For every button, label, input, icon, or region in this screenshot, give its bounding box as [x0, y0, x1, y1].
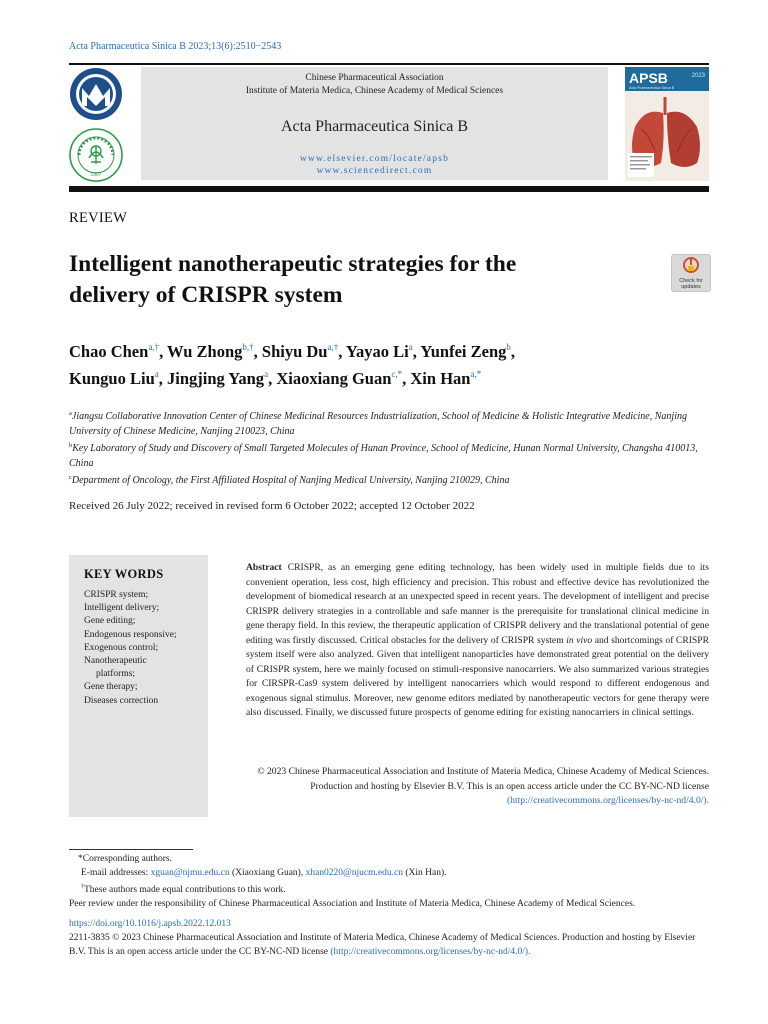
author — [167, 342, 262, 361]
imm-seal-icon — [69, 124, 127, 186]
article-type: REVIEW — [69, 210, 128, 226]
affiliation-text: Department of Oncology, the First Affiliated Hospital of Nanjing Medical University, Nanjing 210029, China — [71, 475, 510, 486]
author-name: Yayao Li — [345, 342, 409, 361]
abstract — [246, 561, 709, 721]
cover-year: 2023 — [691, 73, 705, 79]
author-name: Shiyu Du — [261, 342, 328, 361]
author-affiliation-marker[interactable]: a,† — [327, 342, 339, 352]
equal-contribution-note — [69, 880, 709, 897]
author-separator: , — [158, 369, 168, 388]
peer-review-note: Peer review under the responsibility of Chinese Pharmaceutical Association and Institute of Materia Medica, Chinese Academy of Medical Sciences. — [69, 899, 636, 909]
issn-license-link[interactable]: (http://creativecommons.org/licenses/by-nc-nd/4.0/). — [330, 946, 531, 957]
author-line-2 — [69, 363, 709, 390]
abstract-italic: in vivo — [566, 634, 593, 646]
cover-title: APSB — [629, 70, 668, 86]
keyword-item[interactable]: Exogenous control; — [84, 642, 159, 653]
author-name: Xiaoxiang Guan — [276, 369, 392, 388]
abstract-text-1: CRISPR, as an emerging gene editing technology, has been widely used in multiple fields due to its convenient operation, less cost, high efficiency and precision. This robust and effective device has revolutionized the development of biomedical research at an unexpected speed in recent years. The development of intelligent and precise CRISPR delivery strategies in a controllable and safe manner is the prerequisite for translational clinical medicine in gene therapy field. In this review, the therapeutic application of CRISPR delivery and the translational potential of gene editing was firstly discussed. Critical obstacles for the delivery of CRISPR system — [246, 562, 709, 646]
abstract-text-2: and shortcomings of CRISPR system itself were also analyzed. Given that intelligent nanoparticles have demonstrated great potential on the delivery of CRISPR system, here we mainly focused on stimuli-responsive nanocarriers. We also summarized various strategies for CIRSPR-Cas9 system delivered by intelligent nanocarriers which would respond to different endogenous and exogenous signal stimulus. Moreover, new genome editors mediated by nanotherapeutic vectors for gene therapy were also discussed. Finally, we discussed future prospects of genome editing for existing nanocarriers in clinical settings. — [246, 634, 709, 718]
email-link-guan[interactable]: xguan@njmu.edu.cn — [150, 868, 230, 878]
author-affiliation-marker[interactable]: a,† — [148, 342, 160, 352]
author-name: Wu Zhong — [167, 342, 243, 361]
author-affiliation-marker[interactable]: b,† — [242, 342, 254, 352]
keyword-item-continued[interactable]: platforms; — [96, 669, 136, 680]
keyword-item[interactable]: Endogenous responsive; — [84, 629, 177, 640]
elsevier-link[interactable]: www.elsevier.com/locate/apsb — [299, 154, 450, 164]
email-owner-han: (Xin Han). — [402, 868, 447, 878]
author-separator: , — [253, 342, 262, 361]
author-separator: , — [268, 369, 277, 388]
cover-subtitle: Acta Pharmaceutica Sinica B — [629, 86, 675, 90]
author-separator: , — [510, 342, 515, 361]
author-affiliation-marker[interactable]: a,* — [470, 369, 482, 379]
keyword-item[interactable]: Intelligent delivery; — [84, 603, 160, 614]
keywords-box — [69, 555, 208, 817]
author — [69, 369, 167, 388]
equal-contribution-marker: † — [81, 884, 84, 890]
author-name: Jingjing Yang — [167, 369, 265, 388]
check-updates-label-1: Check for — [679, 278, 703, 284]
author-name: Chao Chen — [69, 342, 149, 361]
article-title-line-2: delivery of CRISPR system — [69, 282, 343, 308]
sciencedirect-link[interactable]: www.sciencedirect.com — [316, 166, 433, 176]
footnotes — [69, 852, 709, 911]
affiliation-label: c — [69, 474, 72, 481]
author-affiliation-marker[interactable]: a — [154, 369, 159, 379]
author-affiliation-marker[interactable]: a — [264, 369, 269, 379]
email-prefix: E-mail addresses: — [81, 868, 151, 878]
author — [167, 369, 276, 388]
keyword-item[interactable]: Gene editing; — [84, 616, 136, 627]
article-dates: Received 26 July 2022; received in revised form 6 October 2022; accepted 12 October 2022 — [69, 500, 475, 512]
article-title — [69, 249, 629, 311]
author — [346, 342, 420, 361]
email-owner-guan: (Xiaoxiang Guan), — [229, 868, 306, 878]
keyword-item[interactable]: Nanotherapeutic — [84, 656, 147, 667]
author-separator: , — [412, 342, 421, 361]
journal-name: Acta Pharmaceutica Sinica B — [280, 118, 469, 135]
author-separator: , — [402, 369, 411, 388]
article-title-line-1: Intelligent nanotherapeutic strategies for the — [69, 251, 517, 277]
email-note — [69, 866, 709, 880]
author-list — [69, 336, 709, 390]
abstract-copyright — [246, 765, 709, 809]
keywords-heading: KEY WORDS — [84, 567, 164, 581]
author — [262, 342, 346, 361]
author — [410, 369, 481, 388]
author-name: Yunfei Zeng — [420, 342, 507, 361]
affiliation-c — [69, 471, 709, 489]
abstract-label: Abstract — [246, 562, 282, 573]
author-separator: , — [338, 342, 346, 361]
publisher-line-2: Institute of Materia Medica, Chinese Academy of Medical Sciences — [245, 86, 504, 96]
check-for-updates-button[interactable] — [671, 254, 711, 292]
affiliation-label: a — [69, 410, 72, 417]
author — [276, 369, 410, 388]
check-updates-icon — [683, 257, 699, 273]
seal-year: 1907 — [90, 172, 102, 178]
license-link[interactable]: (http://creativecommons.org/licenses/by-nc-nd/4.0/). — [506, 795, 709, 806]
author-line-1 — [69, 336, 709, 363]
affiliation-text: Jiangsu Collaborative Innovation Center of Chinese Medicinal Resources Industrialization, School of Medicine & Holistic Integrative Medicine, Nanjing University of Chinese Medicine, Nanjing 210023, China — [69, 411, 687, 437]
doi-link[interactable]: https://doi.org/10.1016/j.apsb.2022.12.013 — [69, 919, 231, 929]
affiliation-b — [69, 439, 709, 471]
issn-copyright — [69, 932, 709, 959]
affiliation-label: b — [69, 442, 73, 449]
society-logos — [69, 66, 127, 184]
cover-lungs-illustration — [625, 67, 709, 181]
author-affiliation-marker[interactable]: b — [506, 342, 511, 352]
keyword-item[interactable]: Gene therapy; — [84, 682, 138, 693]
keyword-item[interactable]: Diseases correction — [84, 695, 159, 706]
journal-cover-thumbnail[interactable] — [625, 67, 709, 181]
journal-citation[interactable]: Acta Pharmaceutica Sinica B 2023;13(6):2510−2543 — [69, 41, 282, 52]
journal-header-band — [141, 67, 608, 180]
affiliation-a — [69, 407, 709, 439]
equal-contribution-text: These authors made equal contributions to this work. — [84, 885, 286, 895]
author-name: Xin Han — [410, 369, 471, 388]
keyword-item[interactable]: CRISPR system; — [84, 590, 149, 600]
publisher-line-1: Chinese Pharmaceutical Association — [305, 73, 444, 83]
footnote-rule — [69, 849, 193, 850]
author — [69, 342, 167, 361]
issn-text: 2211-3835 © 2023 Chinese Pharmaceutical Association and Institute of Materia Medica, Chinese Academy of Medical Sciences. Production and hosting by Elsevier B.V. This is an open access article under the CC BY-NC-ND license — [69, 933, 696, 957]
author-name: Kunguo Liu — [69, 369, 155, 388]
author-affiliation-marker[interactable]: a — [408, 342, 413, 352]
header-bottom-rule — [69, 186, 709, 192]
email-link-han[interactable]: xhan0220@njucm.edu.cn — [305, 868, 403, 878]
author-affiliation-marker[interactable]: c,* — [391, 369, 403, 379]
check-updates-label-2: updates — [681, 284, 701, 290]
affiliations — [69, 407, 709, 489]
corresponding-authors-note: *Corresponding authors. — [78, 854, 172, 864]
affiliation-text: Key Laboratory of Study and Discovery of Small Targeted Molecules of Hunan Province, School of Medicine, Hunan Normal University, Changsha 410013, China — [69, 443, 698, 469]
abstract-copyright-text: © 2023 Chinese Pharmaceutical Association and Institute of Materia Medica, Chinese Academy of Medical Sciences. Production and hosting by Elsevier B.V. This is an open access article under the CC BY-NC-ND license — [257, 766, 709, 792]
keywords-list — [84, 589, 177, 708]
author — [420, 342, 515, 361]
header-top-rule — [69, 63, 709, 65]
author-separator: , — [159, 342, 168, 361]
